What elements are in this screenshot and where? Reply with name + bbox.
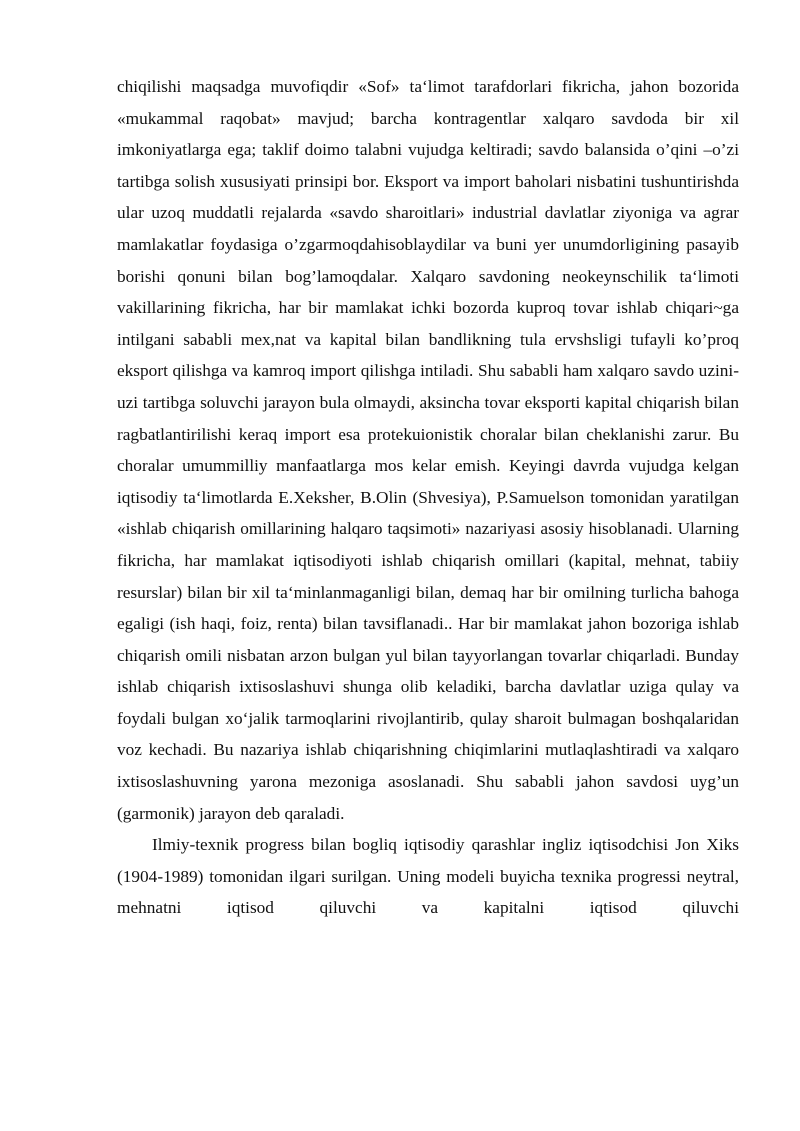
paragraph-scientific-progress: Ilmiy-texnik progress bilan bogliq iqtisodiy qarashlar ingliz iqtisodchisi Jon Xiks (1904-1989) tomonidan ilgari surilgan. Uning modeli buyicha texnika progressi neytral, mehnatni iqtisod qiluvchi va kapitalni iqtisod qiluvchi [117, 835, 739, 918]
paragraph-continuation: chiqilishi maqsadga muvofiqdir «Sof» ta‘limot tarafdorlari fikricha, jahon bozorida «mukammal raqobat» mavjud; barcha kontragentlar xalqaro savdoda bir xil imkoniyatlarga ega; taklif doimo talabni vujudga keltiradi; savdo balansida o’qini –o’zi tartibga solish xususiyati prinsipi bor. Eksport va import baholari nisbatini tushuntirishda ular uzoq muddatli rejalarda «savdo sharoitlari» industrial davlatlar ziyoniga va agrar mamlakatlar foydasiga o’zgarmoqdahisoblaydilar va buni yer unumdorligining pasayib borishi qonuni bilan bog’lamoqdalar. Xalqaro savdoning neokeynschilik ta‘limoti vakillarining fikricha, har bir mamlakat ichki bozorda kuproq tovar ishlab chiqari~ga intilgani sababli mex,nat va kapital bilan bandlikning tula ervshsligi tufayli ko’proq eksport qilishga va kamroq import qilishga intiladi. Shu sababli ham xalqaro savdo uzini-uzi tartibga soluvchi jarayon bula olmaydi, aksincha tovar eksporti kapital chiqarish bilan ragbatlantirilishi keraq import esa protekuionistik choralar bilan cheklanishi zarur. Bu choralar umummilliy manfaatlarga mos kelar emish. Keyingi davrda vujudga kelgan iqtisodiy ta‘limotlarda E.Xeksher, B.Olin (Shvesiya), P.Samuelson tomonidan yaratilgan «ishlab chiqarish omillarining halqaro taqsimoti» nazariyasi asosiy hisoblanadi. Ularning fikricha, har mamlakat iqtisodiyoti ishlab chiqarish omillari (kapital, mehnat, tabiiy resurslar) bilan bir xil ta‘minlanmaganligi bilan, demaq har bir omilning turlicha bahoga egaligi (ish haqi, foiz, renta) bilan tavsiflanadi.. Har bir mamlakat jahon bozoriga ishlab chiqarish omili nisbatan arzon bulgan yul bilan tayyorlangan tovarlar chiqarladi. Bunday ishlab chiqarish ixtisoslashuvi shunga olib keladiki, barcha davlatlar uziga qulay va foydali bulgan xo‘jalik tarmoqlarini rivojlantirib, qulay sharoit bulmagan boshqalaridan voz kechadi. Bu nazariya ishlab chiqarishning chiqimlarini mutlaqlashtiradi va xalqaro ixtisoslashuvning yarona mezoniga asoslanadi. Shu sababli jahon savdosi uyg’un (garmonik) jarayon deb qaraladi. [117, 77, 739, 823]
body-text [117, 71, 739, 924]
